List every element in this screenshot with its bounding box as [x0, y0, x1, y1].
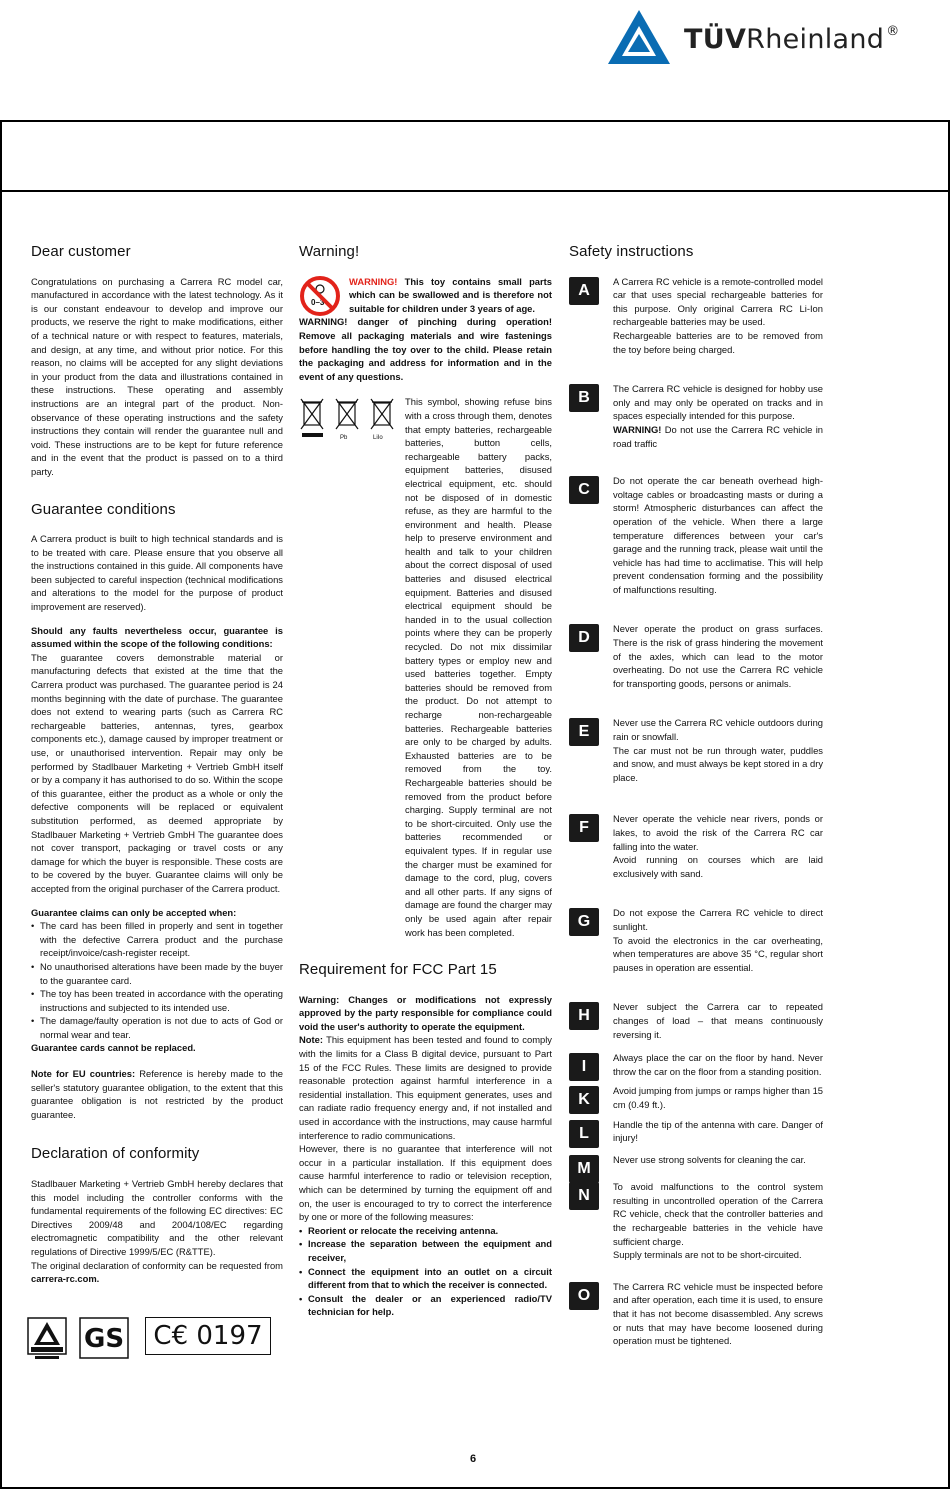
conformity-text-2: The original declaration of conformity can be requested from carrera-rc.com.	[31, 1259, 283, 1285]
list-item: • Consult the dealer or an experienced radio/TV technician for help.	[299, 1292, 552, 1319]
safety-item-text: Never use the Carrera RC vehicle outdoors during rain or snowfall.	[613, 717, 823, 743]
safety-letter-badge: A	[569, 277, 599, 305]
safety-item-text-2: Rechargeable batteries are to be removed from the toy before being charged.	[613, 329, 823, 355]
list-item: • Connect the equipment into an outlet on a circuit different from that to which the receiver is connected.	[299, 1265, 552, 1292]
tuv-certified-seal-icon	[27, 1317, 67, 1363]
column-left	[31, 245, 283, 1296]
safety-item-m	[569, 1153, 823, 1177]
safety-item-l	[569, 1118, 823, 1145]
faults-text: The guarantee covers demonstrable material or manufacturing defects that existed at the time that the Carrera product was purchased. The guarantee period is 24 months beginning with the date of purchase. The guarantee does not extend to wearing parts (such as Carrera RC rechargeable batteries, antennas, tyres, gearbox components etc.), damage caused by improper treatment or use, or unauthorised intervention. Repair may only be performed by Stadlbauer Marketing + Vertrieb GmbH itself or by a company it has authorised to do so. Within the scope of this guarantee, either the product as a whole or only the defective components will be replaced or equivalent substitution performed, as deemed appropriate by Stadlbauer Marketing + Vertrieb GmbH The guarantee does not cover transport, packaging or travel costs or any damage for which the buyer is responsible. These costs are to be covered by the buyer. Guarantee claims will only be accepted from the original purchaser of the Carrera product.	[31, 651, 283, 894]
safety-item-text: Avoid jumping from jumps or ramps higher than 15 cm (0.49 ft.).	[613, 1085, 823, 1110]
carrera-link[interactable]: carrera-rc.com.	[31, 1273, 100, 1285]
warning-pinching: WARNING! danger of pinching during operation! Remove all packaging materials and wire fastenings before handling the toy over to the child. Please retain the packaging and address for information and in the event of any questions.	[299, 316, 552, 382]
bin-label-pb: Pb	[340, 435, 348, 442]
safety-letter-badge: H	[569, 1002, 599, 1030]
safety-item-text: A Carrera RC vehicle is a remote-controlled model car that uses special rechargeable batteries for this purpose. Only original Carrera RC Li-Ion rechargeable batteries may be used.	[613, 275, 823, 328]
safety-letter-badge: D	[569, 624, 599, 652]
safety-item-h	[569, 1000, 823, 1041]
safety-item-e	[569, 716, 823, 784]
fcc-warning: Warning: Changes or modifications not expressly approved by the party responsible for compliance could void the user's authority to operate the equipment.	[299, 993, 552, 1032]
fcc-list	[299, 1224, 552, 1319]
safety-letter-badge: L	[569, 1120, 599, 1148]
refuse-text: This symbol, showing refuse bins with a cross through them, denotes that empty batteries, rechargeable batteries, button cells, rechargeable battery packs, equipment batteries, disused electrical equipment, etc. should not be disposed of in domestic refuse, as they are harmful to the environment and health. Please help to preserve environment and health and talk to your children about the correct disposal of used batteries and disused electrical equipment. Batteries and disused electrical equipment should be handed in to the usual collection points where they can be properly recycled. Do not mix dissimilar battery types or employ new and used batteries together. Empty batteries should be removed from the product. Do not attempt to recharge non-rechargeable batteries. Rechargeable batteries are only to be charged by adults. Exhausted batteries are to be removed from the toy. Rechargeable batteries should be removed from the product before charging. Supply terminal are not to be short-circuited. Only use the batteries recommended or equivalent types. If in regular use the charger must be examined for damage to the cord, plug, covers and all other parts. If any signs of damage are found the charger may only be used again after repair work has been completed.	[405, 396, 552, 938]
ce-mark: C€ 0197	[145, 1317, 271, 1355]
safety-item-text: Never use strong solvents for cleaning the car.	[613, 1153, 806, 1165]
fcc-text-2: However, there is no guarantee that interference will not occur in a particular installation. If this equipment does cause harmful interference to radio or television reception, which can be determined by turning the equipment off and on, the user is encouraged to try to correct the interference by one or more of the following measures:	[299, 1143, 552, 1223]
safety-item-text-2: To avoid the electronics in the car overheating, when temperatures are above 35 °C, regular short pauses in operation are essential.	[613, 934, 823, 973]
safety-letter-badge: O	[569, 1282, 599, 1310]
safety-letter-badge: F	[569, 814, 599, 842]
conformity-text: Stadlbauer Marketing + Vertrieb GmbH hereby declares that this model including the controller conforms with the fundamental requirements of the following EC directives: EC Directives 2009/48 and 2004/108/EC regarding electromagnetic compatibility and the other relevant regulations of Directive 1999/5/EC (R&TTE).	[31, 1178, 283, 1257]
safety-letter-badge: G	[569, 908, 599, 936]
safety-item-text: Handle the tip of the antenna with care. Danger of injury!	[613, 1118, 823, 1144]
conformity-heading: Declaration of conformity	[31, 1145, 200, 1163]
safety-item-c	[569, 474, 823, 596]
safety-heading: Safety instructions	[569, 243, 694, 260]
fcc-heading: Requirement for FCC Part 15	[299, 961, 497, 979]
tuv-wordmark: TÜVRheinland ®	[684, 24, 900, 55]
safety-letter-badge: C	[569, 476, 599, 504]
fcc-note: Note: This equipment has been tested and found to comply with the limits for a Class B digital device, pursuant to Part 15 of the FCC Rules. These limits are designed to provide reasonable protection against harmful interference in a residential installation. This equipment generates, uses and can radiate radio frequency energy and, if not installed and used in accordance with the instructions, may cause harmful interference to radio communications.	[299, 1034, 552, 1141]
list-item: • No unauthorised alterations have been made by the buyer to the guarantee card.	[31, 960, 283, 987]
eu-note: Note for EU countries: Reference is hereby made to the seller's statutory guarantee obligation, to the extent that this guarantee obligation is not restricted by the product guarantee.	[31, 1068, 283, 1120]
safety-letter-badge: I	[569, 1053, 599, 1081]
dear-customer-heading: Dear customer	[31, 243, 131, 260]
safety-item-text: Do not operate the car beneath overhead high-voltage cables or broadcasting masts or during a storm! Atmospheric disturbances can affect the operation of the vehicle. When there a large temperature differences between your car's garage and the running track, please wait until the vehicle has had time to acclimatise. This will help prevent condensation forming and the possibility of malfunctions resulting.	[613, 475, 823, 595]
bin-label-liio: LiIo	[373, 435, 383, 442]
safety-item-text: The Carrera RC vehicle is designed for hobby use only and may only be operated on tracks and in spaces especially intended for this purpose.	[613, 383, 823, 422]
safety-item-o	[569, 1280, 823, 1348]
safety-item-text-2: WARNING! Do not use the Carrera RC vehicle in road traffic	[613, 423, 823, 449]
safety-item-g	[569, 906, 823, 974]
safety-item-n	[569, 1180, 823, 1262]
certification-marks	[27, 1317, 287, 1363]
safety-item-text-2: Avoid running on courses which are laid exclusively with sand.	[613, 854, 823, 879]
crossed-bins-icon	[299, 395, 399, 447]
safety-letter-badge: M	[569, 1155, 599, 1183]
no-children-under-3-icon	[299, 275, 341, 317]
safety-item-text: Always place the car on the floor by hand. Never throw the car on the floor from a standing position.	[613, 1052, 823, 1077]
safety-item-f	[569, 812, 823, 880]
refuse-section	[299, 395, 552, 939]
column-right	[569, 245, 823, 1348]
guarantee-heading: Guarantee conditions	[31, 500, 176, 518]
safety-item-a	[569, 275, 823, 357]
safety-letter-badge: B	[569, 384, 599, 412]
safety-letter-badge: K	[569, 1086, 599, 1114]
safety-item-text-2: Supply terminals are not to be short-circuited.	[613, 1249, 802, 1261]
list-item: • Increase the separation between the equipment and receiver,	[299, 1237, 552, 1264]
list-item: • The card has been filled in properly and sent in together with the defective Carrera product and the purchase receipt/invoice/cash-register receipt.	[31, 919, 283, 960]
safety-item-text: The Carrera RC vehicle must be inspected before and after operation, each time it is used, to ensure that it has not become disassembled. Any screws or nuts that may have become loosened during operation must be tightened.	[613, 1280, 823, 1347]
tuv-triangle-icon	[606, 8, 672, 66]
safety-letter-badge: E	[569, 718, 599, 746]
safety-item-i	[569, 1051, 823, 1078]
tuv-logo	[0, 0, 950, 100]
gs-mark-icon	[79, 1317, 129, 1359]
warning-heading: Warning!	[299, 243, 360, 260]
safety-item-text: Never operate the vehicle near rivers, ponds or lakes, to avoid the risk of the Carrera RC car falling into the water.	[613, 813, 823, 852]
warning-small-parts: 0–3 WARNING! This toy contains small parts which can be swallowed and is therefore not suitable for children under 3 years of age.	[299, 275, 552, 316]
safety-item-k	[569, 1084, 823, 1111]
list-item: • Reorient or relocate the receiving antenna.	[299, 1224, 552, 1238]
faults-bold: Should any faults nevertheless occur, guarantee is assumed within the scope of the following conditions:	[31, 624, 283, 650]
safety-item-text: Never operate the product on grass surfaces. There is the risk of grass hindering the movement of the axles, which can lead to the motor overheating. Do not use the Carrera RC vehicle for transporting goods, persons or animals.	[613, 623, 823, 689]
column-middle	[299, 245, 552, 1319]
guarantee-text: A Carrera product is built to high technical standards and is to be treated with care. Please ensure that you observe all the instructions contained in this guide. All components have been subjected to careful inspection (technical modifications and alterations to the model for the purpose of product improvement are reserved).	[31, 533, 283, 613]
page-number: 6	[469, 1453, 477, 1465]
safety-item-text: To avoid malfunctions to the control system resulting in uncontrolled operation of the Carrera RC vehicle, check that the controller batteries and the rechargeable batteries in the vehicle have sufficient charge.	[613, 1181, 823, 1247]
cards-bold: Guarantee cards cannot be replaced.	[31, 1042, 196, 1054]
safety-item-d	[569, 622, 823, 690]
list-item: • The damage/faulty operation is not due to acts of God or normal wear and tear.	[31, 1014, 283, 1041]
safety-item-text: Never subject the Carrera car to repeated changes of load – that means continuously reversing it.	[613, 1001, 823, 1040]
safety-letter-badge: N	[569, 1182, 599, 1210]
list-item: • The toy has been treated in accordance with the operating instructions and subjected to its intended use.	[31, 987, 283, 1014]
frame-header-band	[2, 122, 948, 192]
claims-list	[31, 919, 283, 1041]
safety-item-b	[569, 382, 823, 450]
dear-customer-text: Congratulations on purchasing a Carrera RC model car, manufactured in accordance with the latest technology. As it is our constant endeavour to develop and improve our products, we reserve the right to make modifications, either of a technical nature or with respect to features, materials, and design, at any time, and without prior notice. For this reason, no claims will be accepted for any slight deviations in your product from the data and illustrations contained in these instructions. These operating and assembly instructions are an integral part of the product. Non-observance of these operating instructions and the safety instructions they contain will render the guarantee null and void. These instructions are to be kept for future reference and in the event that the product is passed on to a third party.	[31, 275, 283, 477]
claims-bold: Guarantee claims can only be accepted when:	[31, 906, 237, 918]
age-label: 0–3	[311, 297, 325, 307]
safety-item-text-2: The car must not be run through water, puddles and snow, and must always be kept stored in a dry place.	[613, 744, 824, 783]
svg-text:GS: GS	[84, 1324, 125, 1354]
safety-item-text: Do not expose the Carrera RC vehicle to direct sunlight.	[613, 907, 823, 932]
